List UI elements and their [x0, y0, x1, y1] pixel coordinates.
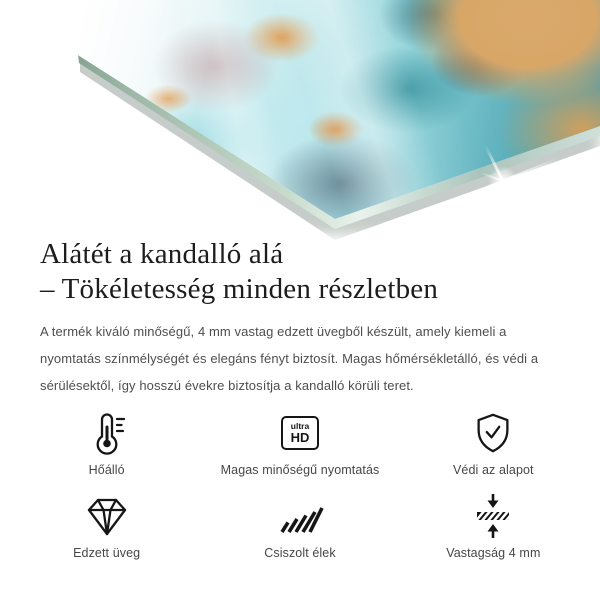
feature-polished-edges	[203, 493, 396, 560]
feature-tempered-glass	[10, 493, 203, 560]
diamond-icon	[83, 493, 131, 539]
ultra-hd-text-top: ultra	[290, 421, 310, 431]
title-line-2: – Tökéletesség minden részletben	[40, 273, 439, 305]
polished-edges-icon	[275, 493, 325, 539]
feature-hd-print	[203, 410, 396, 477]
description-section	[0, 237, 600, 399]
features-grid	[0, 410, 600, 560]
ultra-hd-text-bottom: HD	[290, 430, 310, 445]
shield-check-icon	[470, 410, 516, 456]
product-photo	[0, 0, 600, 235]
feature-heat-resistant	[10, 410, 203, 477]
ultra-hd-box	[281, 416, 319, 450]
section-paragraph: A termék kiváló minőségű, 4 mm vastag edzett üvegből készült, amely kiemeli a nyomtatás színmélységét és elegáns fényt biztosít. Magas hőmérsékletálló, és védi a sérülésektől, így hosszú évekre biztosítja a kandalló körüli teret.	[40, 324, 539, 393]
feature-label: Csiszolt élek	[264, 546, 336, 560]
section-title	[40, 237, 560, 307]
sparkle-core	[488, 166, 518, 196]
feature-label: Védi az alapot	[453, 463, 534, 477]
feature-label: Hőálló	[88, 463, 125, 477]
thickness-icon	[469, 493, 517, 539]
thermometer-icon	[83, 410, 131, 456]
ultra-hd-icon	[281, 410, 319, 456]
feature-label: Vastagság 4 mm	[446, 546, 541, 560]
title-line-1: Alátét a kandalló alá	[40, 238, 284, 270]
feature-label: Magas minőségű nyomtatás	[220, 463, 380, 477]
feature-protects-base	[397, 410, 590, 477]
feature-label: Edzett üveg	[73, 546, 141, 560]
feature-thickness	[397, 493, 590, 560]
